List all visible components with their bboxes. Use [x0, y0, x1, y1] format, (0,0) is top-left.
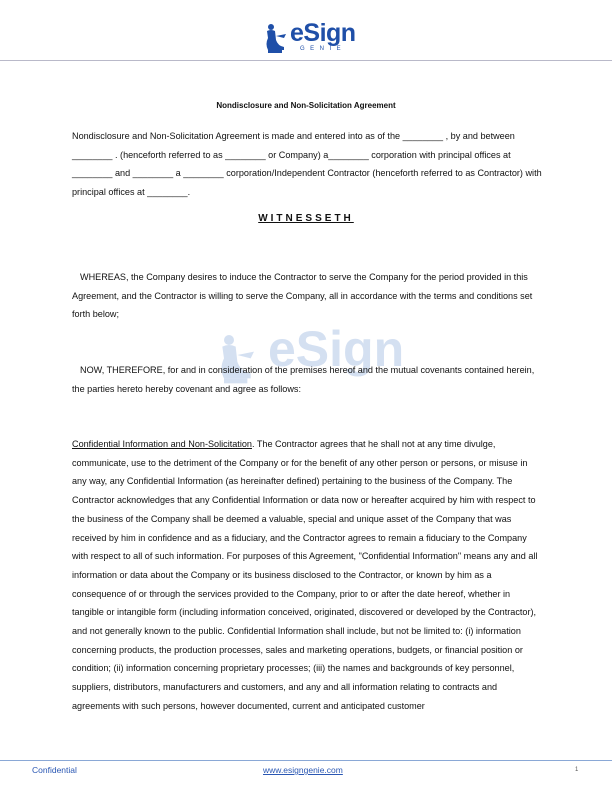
whereas-paragraph: WHEREAS, the Company desires to induce the Contractor to serve the Company for the period provided in this Agreement, and the Contractor is willing to serve the Company, all in accordance with the terms and conditions set forth below; — [72, 272, 533, 320]
logo-subtext: GENIE — [300, 46, 347, 52]
logo-wordmark: eSign — [290, 19, 356, 47]
document-title: Nondisclosure and Non-Solicitation Agreement — [216, 101, 396, 110]
watermark-text: eSign — [268, 321, 405, 377]
header-rule — [0, 60, 612, 61]
section-body: . The Contractor agrees that he shall not at any time divulge, communicate, use to the detriment of the Company or for the benefit of any other person or persons, or misuse in any way, any Confidential Information (as hereinafter defined) pertaining to the business of the Company. The Contractor acknowledges that any Confidential Information or data now or hereafter acquired by him with respect to the business of the Company shall be deemed a valuable, special and unique asset of the Company that was received by him in confidence and as a fiduciary, and the Contractor agrees to remain a fiduciary to the Company with respect to all of such information. For purposes of this Agreement, "Confidential Information" means any and all information or data about the Company or its business disclosed to the Contractor, or known by him as a consequence of or through the services provided to the Company, prior to or after the date hereof, whether in tangible or intangible form (including information conceived, originated, discovered or developed by the Contractor), and not generally known to the public. Confidential Information shall include, but not be limited to: (i) information concerning products, the production processes, sales and marketing operations, budgets, or financial position or condition; (ii) information concerning proprietary processes; (iii) the names and backgrounds of key personnel, suppliers, distributors, manufacturers and customers, and any and all information relating to contracts and agreements with such persons, however documented, current and anticipated customer — [72, 439, 538, 711]
footer-website-link[interactable]: www.esigngenie.com — [263, 765, 343, 775]
confidential-information-section — [72, 435, 542, 716]
witnesseth-heading: WITNESSETH — [258, 213, 354, 224]
footer-confidential: Confidential — [32, 765, 77, 775]
section-heading: Confidential Information and Non-Solicitation — [72, 439, 252, 449]
footer-rule — [0, 760, 612, 761]
esign-genie-logo — [262, 19, 356, 56]
intro-paragraph: Nondisclosure and Non-Solicitation Agreement is made and entered into as of the ________ , by and between ________ . (henceforth referred to as ________ or Company) a________ corporation with principal offices at ________ and ________ a ________ corporation/Independent Contractor (henceforth referred to as Contractor) with principal offices at ________. — [72, 131, 542, 198]
genie-lamp-icon — [262, 22, 292, 56]
page-number: 1 — [575, 767, 579, 773]
now-therefore-paragraph: NOW, THEREFORE, for and in consideration of the premises hereof and the mutual covenants contained herein, the parties hereto hereby covenant and agree as follows: — [72, 365, 535, 394]
